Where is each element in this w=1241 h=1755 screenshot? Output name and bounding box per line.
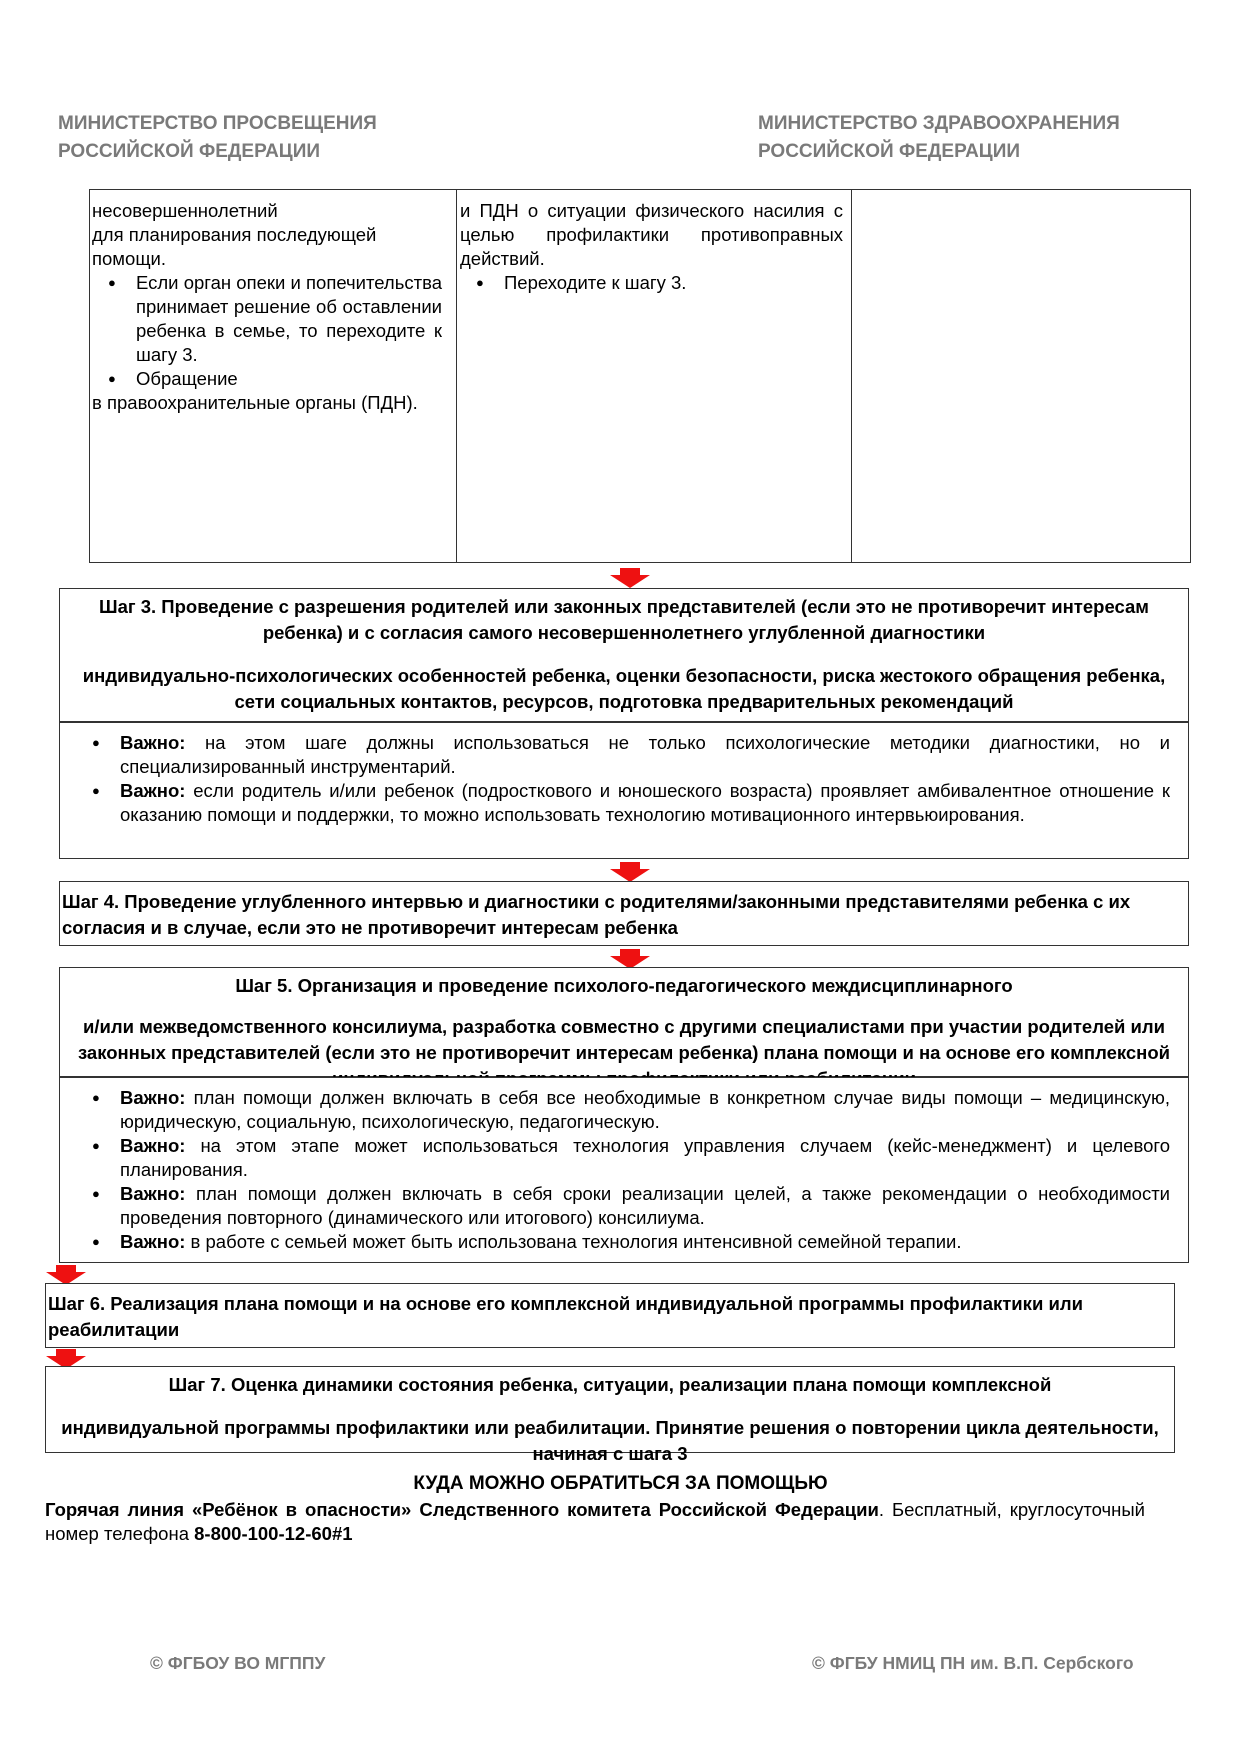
step5-title-p1: Шаг 5. Организация и проведение психолого-педагогического междисциплинарного bbox=[235, 975, 1013, 996]
note-text: если родитель и/или ребенок (подросткового и юношеского возраста) проявляет амбивалентное отношение к оказанию помощи и поддержки, то можно использовать технологию мотивационного интервьюирования. bbox=[120, 780, 1170, 825]
col2-bullet-list bbox=[460, 271, 843, 295]
header-left-line2: РОССИЙСКОЙ ФЕДЕРАЦИИ bbox=[58, 141, 321, 162]
list-item bbox=[76, 1086, 1170, 1134]
note-text: на этом шаге должны использоваться не только психологические методики диагностики, но и специализированный инструментарий. bbox=[120, 732, 1170, 777]
step5-notes-list bbox=[76, 1086, 1170, 1254]
step5-title-box bbox=[59, 967, 1189, 1077]
note-text: в работе с семьей может быть использована технология интенсивной семейной терапии. bbox=[190, 1231, 962, 1252]
list-item bbox=[76, 731, 1170, 779]
col1-intro-line2: для планирования последующей помощи. bbox=[92, 224, 377, 269]
col2-text: и ПДН о ситуации физического насилия с целью профилактики противоправных действий. bbox=[460, 200, 843, 269]
step3-notes-list bbox=[76, 731, 1170, 827]
step7-title-p1: Шаг 7. Оценка динамики состояния ребенка, ситуации, реализации плана помощи комплексной bbox=[168, 1374, 1052, 1395]
note-label: Важно: bbox=[120, 1087, 186, 1108]
continuation-table bbox=[89, 189, 1191, 563]
step3-title-p1: Шаг 3. Проведение с разрешения родителей или законных представителей (если это не противоречит интересам ребенка) и с согласия самого несовершеннолетнего углубленной диагностики bbox=[99, 596, 1149, 643]
note-label: Важно: bbox=[120, 732, 186, 753]
help-title: КУДА МОЖНО ОБРАТИТЬСЯ ЗА ПОМОЩЬЮ bbox=[413, 1473, 828, 1494]
list-item bbox=[76, 779, 1170, 827]
note-label: Важно: bbox=[120, 1183, 186, 1204]
table-column-2 bbox=[457, 190, 852, 562]
step5-title-p2: и/или межведомственного консилиума, разработка совместно с другими специалистами при участии родителей или законных представителей (если это не противоречит интересам ребенка) плана помощи и на основе его комплексной bbox=[77, 1016, 1171, 1063]
header-ministry-health bbox=[758, 110, 1120, 166]
step7-box bbox=[45, 1366, 1175, 1464]
note-label: Важно: bbox=[120, 780, 186, 801]
help-text bbox=[45, 1498, 1145, 1546]
header-right-line1: МИНИСТЕРСТВО ЗДРАВООХРАНЕНИЯ bbox=[758, 113, 1120, 134]
list-item: ● Если орган опеки и попечительства принимает решение об оставлении ребенка в семье, то переходите к шагу 3. bbox=[92, 271, 442, 367]
col1-bullet-list bbox=[92, 271, 442, 391]
note-label: Важно: bbox=[120, 1231, 186, 1252]
step3-title-p2: индивидуально-психологических особенностей ребенка, оценки безопасности, риска жестокого обращения ребенка, сети социальных контактов, ресурсов, подготовка предварительных рекомендаций bbox=[82, 665, 1166, 712]
step4-title: Шаг 4. Проведение углубленного интервью и диагностики с родителями/законными представителями ребенка с их согласия и в случае, если это не противоречит интересам ребенка bbox=[62, 891, 1131, 938]
step6-box bbox=[45, 1283, 1175, 1348]
header-left-line1: МИНИСТЕРСТВО ПРОСВЕЩЕНИЯ bbox=[58, 113, 377, 134]
note-text: план помощи должен включать в себя сроки реализации целей, а также рекомендации о необходимости проведения повторного (динамического или итогового) консилиума. bbox=[120, 1183, 1171, 1228]
step7-title-p2: индивидуальной программы профилактики или реабилитации. Принятие решения о повторении цикла деятельности, начиная с шага 3 bbox=[61, 1417, 1159, 1464]
help-desc: . Бесплатный, круглосуточный номер телефона bbox=[45, 1499, 1145, 1544]
list-item: ● Обращение bbox=[92, 367, 442, 391]
col1-intro-line1: несовершеннолетний bbox=[92, 200, 278, 221]
list-item bbox=[76, 1230, 1170, 1254]
step3-notes-box bbox=[59, 722, 1189, 859]
footer-right: © ФГБУ НМИЦ ПН им. В.П. Сербского bbox=[812, 1653, 1134, 1673]
col1-outro: в правоохранительные органы (ПДН). bbox=[92, 392, 418, 413]
list-item: ● Переходите к шагу 3. bbox=[460, 271, 843, 295]
note-text: план помощи должен включать в себя все необходимые в конкретном случае виды помощи – медицинскую, юридическую, социальную, психологическую, педагогическую. bbox=[120, 1087, 1171, 1132]
step5-notes-box bbox=[59, 1077, 1189, 1263]
note-label: Важно: bbox=[120, 1135, 186, 1156]
header-right-line2: РОССИЙСКОЙ ФЕДЕРАЦИИ bbox=[758, 141, 1021, 162]
footer-left: © ФГБОУ ВО МГППУ bbox=[150, 1653, 326, 1673]
note-text: на этом этапе может использоваться технология управления случаем (кейс-менеджмент) и целевого планирования. bbox=[120, 1135, 1171, 1180]
table-column-1 bbox=[90, 190, 457, 562]
help-phone[interactable]: 8-800-100-12-60#1 bbox=[194, 1523, 353, 1544]
help-org: Горячая линия «Ребёнок в опасности» Следственного комитета Российской Федерации bbox=[45, 1499, 879, 1520]
list-item bbox=[76, 1182, 1170, 1230]
step3-title-box bbox=[59, 588, 1189, 722]
header-ministry-education bbox=[58, 110, 377, 166]
step4-box bbox=[59, 881, 1189, 946]
table-column-3 bbox=[852, 190, 1190, 562]
step6-title: Шаг 6. Реализация плана помощи и на основе его комплексной индивидуальной программы профилактики или реабилитации bbox=[48, 1293, 1083, 1340]
list-item bbox=[76, 1134, 1170, 1182]
